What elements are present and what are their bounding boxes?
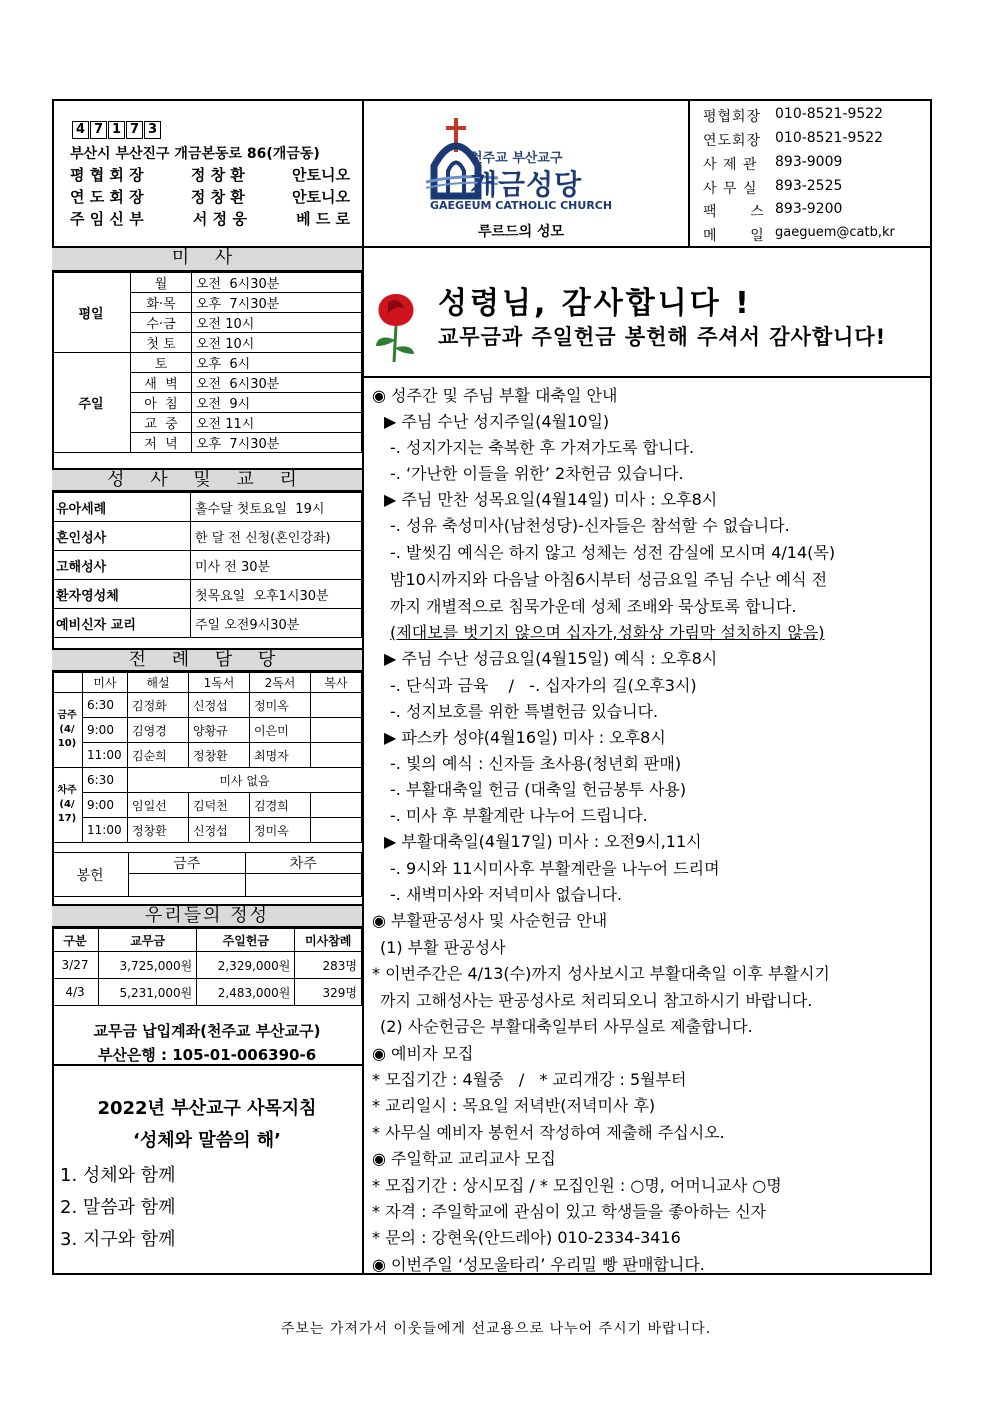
officer-row: 주 임 신 부 서 정 웅 베 드 로 xyxy=(70,210,350,228)
contact-row: 메 일 gaeguem@catb,kr xyxy=(703,225,895,244)
table-row: 4/3 5,231,000원 2,483,000원 329명 xyxy=(52,979,362,1006)
table-row: 화·목 오후 7시30분 xyxy=(52,293,362,313)
guideline-title: 2022년 부산교구 사목지침 xyxy=(97,1098,317,1119)
notice-line: 밤10시까지와 다음날 아침6시부터 성금요일 주님 수난 예식 전 xyxy=(390,570,828,589)
table-row: 금주(4/10) 6:30 김정화 신정섭 정미옥 xyxy=(52,693,362,718)
contact-row: 평협회장 010-8521-9522 xyxy=(703,106,884,125)
notice-line: * 모집기간 : 상시모집 / * 모집인원 : ○명, 어머니교사 ○명 xyxy=(372,1176,782,1195)
list-item: 1. 성체와 함께 xyxy=(60,1165,176,1186)
notice-line: -. 성유 축성미사(남천성당)-신자들은 참석할 수 없습니다. xyxy=(390,516,790,535)
notice-line: 까지 고해성사는 판공성사로 처리되오니 참고하시기 바랍니다. xyxy=(380,991,813,1010)
contact-row: 사 제 관 893-9009 xyxy=(703,154,843,173)
table-row: 구분 교무금 주일헌금 미사참례 xyxy=(52,929,362,952)
main-title: 성령님, 감사합니다 ! xyxy=(438,286,752,321)
table-row: 유아세례 홀수달 첫토요일 19시 xyxy=(52,493,362,522)
notice-line: -. 새벽미사와 저녁미사 없습니다. xyxy=(390,885,623,904)
table-row: 아 침 오전 9시 xyxy=(52,393,362,413)
contact-row: 사 무 실 893-2525 xyxy=(703,178,843,197)
zip-code: 4 7 1 7 3 xyxy=(72,121,161,139)
notice-line: ◉ 이번주일 ‘성모울타리’ 우리밀 빵 판매합니다. xyxy=(372,1255,705,1274)
logo-title: 개금성당 xyxy=(470,168,583,201)
table-row: 첫 토 오전 10시 xyxy=(52,333,362,353)
parish-info xyxy=(52,99,362,247)
notice-line: 까지 개별적으로 침묵가운데 성체 조배와 묵상토록 합니다. xyxy=(390,597,797,616)
table-row: 교 중 오전 11시 xyxy=(52,413,362,433)
rose-icon xyxy=(368,288,424,364)
table-row: 혼인성사 한 달 전 신청(혼인강좌) xyxy=(52,522,362,551)
notice-line: (2) 사순헌금은 부활대축일부터 사무실로 제출합니다. xyxy=(380,1017,753,1036)
table-row: 환자영성체 첫목요일 오후1시30분 xyxy=(52,580,362,609)
table-row: 3/27 3,725,000원 2,329,000원 283명 xyxy=(52,952,362,979)
notice-line: -. 9시와 11시미사후 부활계란을 나누어 드리며 xyxy=(390,859,720,878)
table-row: 평일 월 오전 6시30분 xyxy=(52,273,362,293)
notice-line: ▶ 주님 만찬 성목요일(4월14일) 미사 : 오후8시 xyxy=(384,490,718,509)
notice-line: -. 미사 후 부활계란 나누어 드립니다. xyxy=(390,806,648,825)
notice-line: ◉ 예비자 모집 xyxy=(372,1044,474,1063)
address: 부산시 부산진구 개금본동로 86(개금동) xyxy=(70,146,320,162)
column-divider xyxy=(362,99,364,1275)
guideline-list xyxy=(60,1160,176,1256)
divider xyxy=(362,376,932,378)
list-item: 2. 말씀과 함께 xyxy=(60,1197,176,1218)
notice-line: -. 부활대축일 헌금 (대축일 헌금봉투 사용) xyxy=(390,780,687,799)
notice-line: -. ‘가난한 이들을 위한’ 2차헌금 있습니다. xyxy=(390,464,684,483)
notice-line: (1) 부활 판공성사 xyxy=(380,938,506,957)
offering-table xyxy=(52,852,362,897)
main-subtitle: 교무금과 주일헌금 봉헌해 주셔서 감사합니다! xyxy=(438,325,887,349)
divider xyxy=(52,1064,362,1066)
notice-line: * 모집기간 : 4월중 / * 교리개강 : 5월부터 xyxy=(372,1070,687,1089)
guideline-subtitle: ‘성체와 말씀의 해’ xyxy=(133,1130,281,1151)
sacraments-table xyxy=(52,492,362,638)
table-row: 저 녁 오후 7시30분 xyxy=(52,433,362,453)
notice-line: * 문의 : 강현욱(안드레아) 010-2334-3416 xyxy=(372,1228,681,1247)
table-row: 예비신자 교리 주일 오전9시30분 xyxy=(52,609,362,638)
table-row: 주일 토 오후 6시 xyxy=(52,353,362,373)
footer-note: 주보는 가져가서 이웃들에게 선교용으로 나누어 주시기 바랍니다. xyxy=(280,1321,712,1337)
table-row: 미사 해설 1독서 2독서 복사 xyxy=(52,673,362,693)
table-row: 차주(4/17) 6:30 미사 없음 xyxy=(52,768,362,793)
notice-line: -. 발씻김 예식은 하지 않고 성체는 성전 감실에 모시며 4/14(목) xyxy=(390,543,836,562)
table-row: 새 벽 오전 6시30분 xyxy=(52,373,362,393)
notice-line: (제대보를 벗기지 않으며 십자가,성화상 가림막 설치하지 않음) xyxy=(390,623,825,642)
notice-line: -. 빛의 예식 : 신자들 초사용(청년회 판매) xyxy=(390,754,682,773)
logo-subtitle: 천주교 부산교구 xyxy=(470,151,563,166)
table-row: 9:00 임일선 김덕천 김경희 xyxy=(52,793,362,818)
notice-line: -. 성지가지는 축복한 후 가져가도록 합니다. xyxy=(390,438,695,457)
table-row: 수·금 오전 10시 xyxy=(52,313,362,333)
patron-name: 루르드의 성모 xyxy=(478,224,565,240)
notice-line: -. 성지보호를 위한 특별헌금 있습니다. xyxy=(390,702,659,721)
account-info: 교무금 납입계좌(천주교 부산교구) 부산은행 : 105-01-006390-6 xyxy=(93,1022,321,1064)
notice-line: ▶ 주님 수난 성금요일(4월15일) 예식 : 오후8시 xyxy=(384,649,718,668)
table-row: 봉헌 금주 차주 xyxy=(52,853,362,874)
notice-line: ◉ 부활판공성사 및 사순헌금 안내 xyxy=(372,911,608,930)
notice-line: ◉ 성주간 및 주님 부활 대축일 안내 xyxy=(372,386,618,405)
contact-row: 팩 스 893-9200 xyxy=(703,201,843,220)
donations-table xyxy=(52,928,362,1006)
notice-line: * 이번주간은 4/13(수)까지 성사보시고 부활대축일 이후 부활시기 xyxy=(372,964,830,983)
notice-line: ▶ 파스카 성야(4월16일) 미사 : 오후8시 xyxy=(384,728,666,747)
mass-header: 미 사 xyxy=(52,248,362,272)
mass-table xyxy=(52,272,362,453)
header-divider xyxy=(688,99,690,247)
notice-line: ▶ 부활대축일(4월17일) 미사 : 오전9시,11시 xyxy=(384,832,702,851)
logo-english: GAEGEUM CATHOLIC CHURCH xyxy=(430,199,613,212)
notice-line: -. 단식과 금육 / -. 십자가의 길(오후3시) xyxy=(390,676,697,695)
table-row: 11:00 김순희 정창환 최명자 xyxy=(52,743,362,768)
contact-row: 연도회장 010-8521-9522 xyxy=(703,130,884,149)
table-row: 9:00 김영경 양황규 이은미 xyxy=(52,718,362,743)
donations-header: 우리들의 정성 xyxy=(52,904,362,928)
sacraments-header: 성 사 및 교 리 xyxy=(52,468,362,492)
table-row: 11:00 정창환 신정섭 정미옥 xyxy=(52,818,362,843)
notice-line: * 사무실 예비자 봉헌서 작성하여 제출해 주십시오. xyxy=(372,1123,725,1142)
officer-row: 연 도 회 장 정 창 환 안토니오 xyxy=(70,188,350,206)
table-row: 고해성사 미사 전 30분 xyxy=(52,551,362,580)
officer-row: 평 협 회 장 정 창 환 안토니오 xyxy=(70,166,350,184)
notice-line: ▶ 주님 수난 성지주일(4월10일) xyxy=(384,412,610,431)
list-item: 3. 지구와 함께 xyxy=(60,1229,176,1250)
liturgy-header: 전 례 담 당 xyxy=(52,648,362,672)
liturgy-table xyxy=(52,672,362,843)
notice-line: * 교리일시 : 목요일 저녁반(저녁미사 후) xyxy=(372,1096,656,1115)
notice-line: * 자격 : 주일학교에 관심이 있고 학생들을 좋아하는 신자 xyxy=(372,1202,767,1221)
notice-line: ◉ 주일학교 교리교사 모집 xyxy=(372,1149,556,1168)
